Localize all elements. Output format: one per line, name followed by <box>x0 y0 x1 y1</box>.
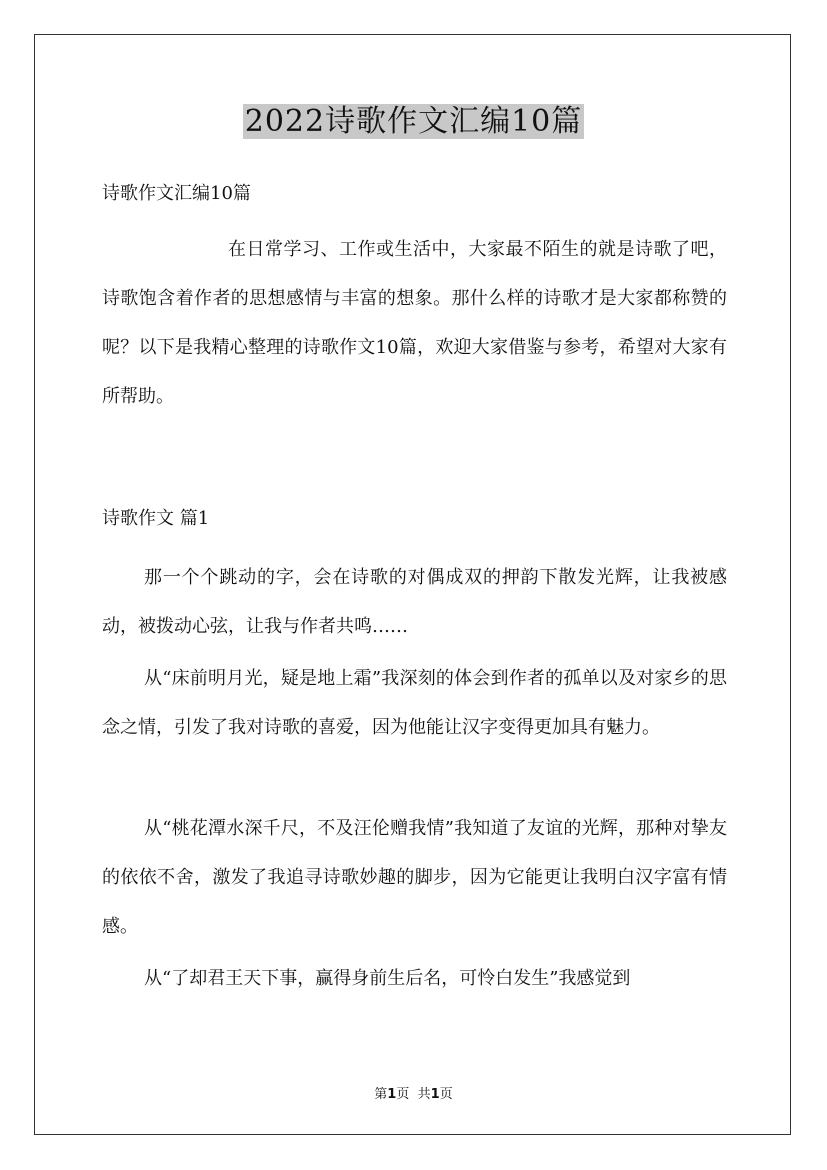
total-suffix: 页 <box>439 1087 453 1102</box>
body-paragraph-1: 那一个个跳动的字，会在诗歌的对偶成双的押韵下散发光辉，让我被感动，被拨动心弦，让我与作者共鸣…… <box>102 567 727 637</box>
body-paragraph-3: 从“桃花潭水深千尺，不及汪伦赠我情”我知道了友谊的光辉，那种对挚友的依依不舍，激发了我追寻诗歌妙趣的脚步，因为它能更让我明白汉字富有情感。 <box>102 818 727 937</box>
body-paragraph-4: 从“了却君王天下事，赢得身前生后名，可怜白发生”我感觉到 <box>144 968 631 989</box>
document-title-text: 2022诗歌作文汇编10篇 <box>244 104 583 139</box>
body-paragraph-2: 从“床前明月光，疑是地上霜”我深刻的体会到作者的孤单以及对家乡的思念之情，引发了我对诗歌的喜爱，因为他能让汉字变得更加具有魅力。 <box>102 668 727 738</box>
page-total: 1 <box>430 1087 440 1102</box>
page-footer <box>0 1083 827 1102</box>
intro-paragraph: 在日常学习、工作或生活中，大家最不陌生的就是诗歌了吧，诗歌饱含着作者的思想感情与丰富的想象。那什么样的诗歌才是大家都称赞的呢？以下是我精心整理的诗歌作文10篇，欢迎大家借鉴与参考，希望对大家有所帮助。 <box>102 239 727 407</box>
page-prefix: 第 <box>374 1087 388 1102</box>
document-title <box>0 102 827 142</box>
page-current: 1 <box>387 1087 397 1102</box>
section-title: 诗歌作文 篇1 <box>102 508 210 529</box>
document-subtitle: 诗歌作文汇编10篇 <box>102 183 251 204</box>
total-prefix: 共 <box>417 1087 431 1102</box>
page-suffix: 页 <box>396 1087 410 1102</box>
